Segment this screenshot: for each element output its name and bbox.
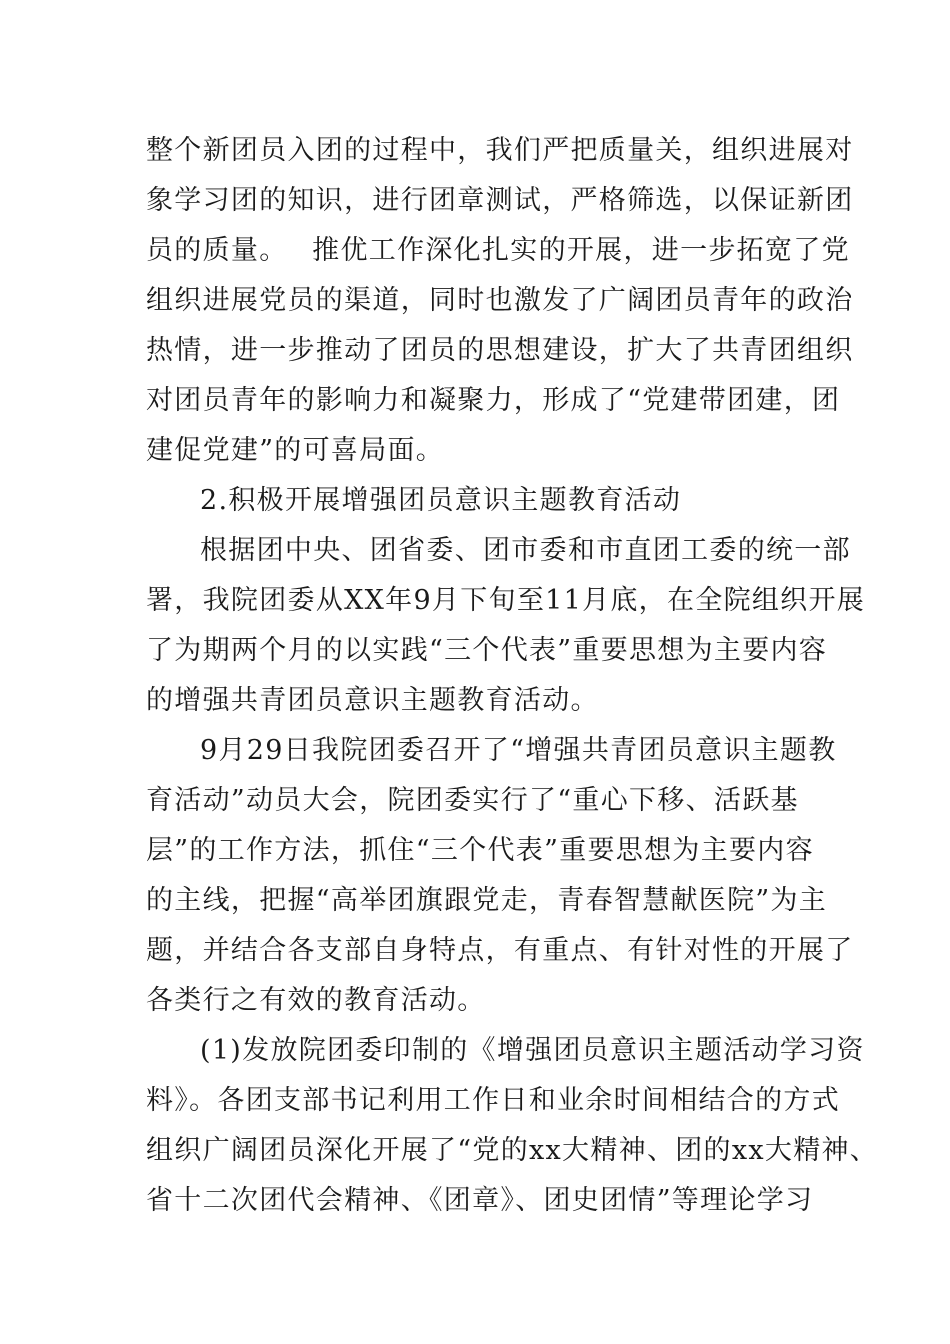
text-line: 对团员青年的影响力和凝聚力，形成了“党建带团建，团 — [146, 385, 841, 416]
text-line: 层”的工作方法，抓住“三个代表”重要思想为主要内容 — [146, 835, 814, 866]
section-heading: 2.积极开展增强团员意识主题教育活动 — [200, 485, 682, 516]
document-body — [146, 126, 879, 1226]
text-line: 署，我院团委从XX年9月下旬至11月底，在全院组织开展 — [146, 585, 866, 616]
text-line: 根据团中央、团省委、团市委和市直团工委的统一部 — [200, 535, 851, 566]
text-line: 各类行之有效的教育活动。 — [146, 985, 486, 1016]
text-line: 省十二次团代会精神、《团章》、团史团情”等理论学习 — [146, 1185, 814, 1216]
text-line: 题，并结合各支部自身特点，有重点、有针对性的开展了 — [146, 935, 854, 966]
text-line: 料》。各团支部书记利用工作日和业余时间相结合的方式 — [146, 1085, 840, 1116]
text-line: 建促党建”的可喜局面。 — [146, 435, 445, 466]
text-line: 了为期两个月的以实践“三个代表”重要思想为主要内容 — [146, 635, 828, 666]
text-line: 象学习团的知识，进行团章测试，严格筛选，以保证新团 — [146, 185, 854, 216]
text-line: 9月29日我院团委召开了“增强共青团员意识主题教 — [200, 735, 837, 766]
list-item-heading: (1)发放院团委印制的《增强团员意识主题活动学习资 — [200, 1035, 865, 1066]
text-line: 的增强共青团员意识主题教育活动。 — [146, 685, 599, 716]
text-line: 整个新团员入团的过程中，我们严把质量关，组织进展对 — [146, 135, 854, 166]
text-line: 组织广阔团员深化开展了“党的xx大精神、团的xx大精神、 — [146, 1135, 879, 1166]
text-line: 的主线，把握“高举团旗跟党走，青春智慧献医院”为主 — [146, 885, 828, 916]
text-line: 员的质量。 推优工作深化扎实的开展，进一步拓宽了党 — [146, 235, 850, 266]
text-line: 热情，进一步推动了团员的思想建设，扩大了共青团组织 — [146, 335, 854, 366]
text-line: 育活动”动员大会，院团委实行了“重心下移、活跃基 — [146, 785, 799, 816]
text-line: 组织进展党员的渠道，同时也激发了广阔团员青年的政治 — [146, 285, 854, 316]
